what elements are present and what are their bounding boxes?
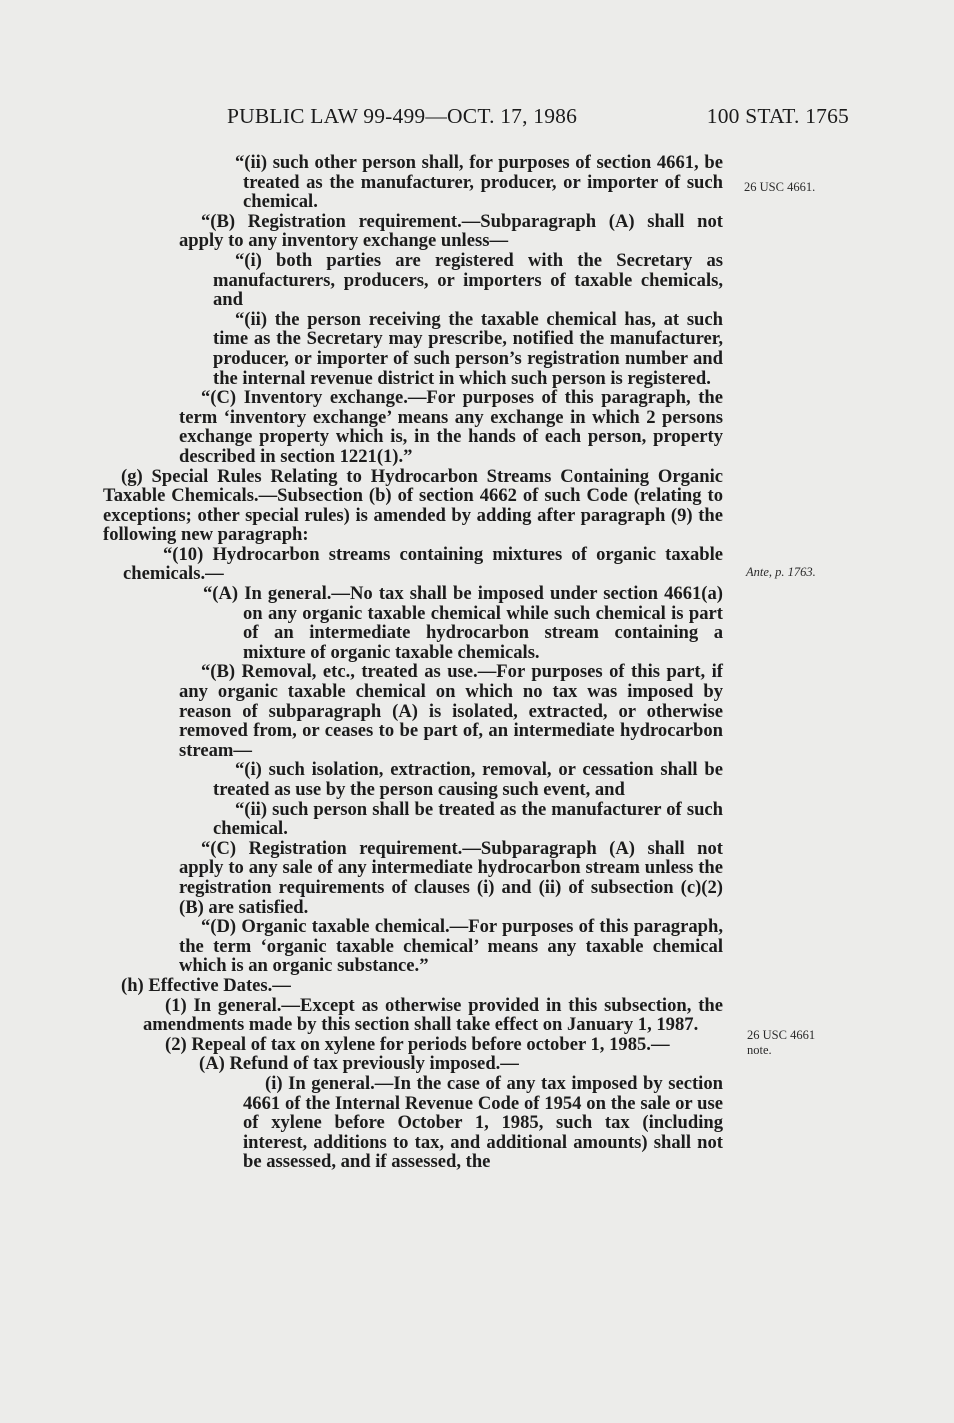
margin-note: 26 USC 4661 note. xyxy=(747,1028,816,1057)
paragraph: “(B) Removal, etc., treated as use.—For purposes of this part, if any organic taxable chemical on which no tax was imposed by reason of subparagraph (A) is isolated, extracted, or otherwise removed from, or ceases to be part of, an intermediate hydrocarbon stream— xyxy=(179,661,723,761)
document-body xyxy=(103,153,723,1172)
paragraph: “(C) Registration requirement.—Subparagraph (A) shall not apply to any sale of any intermediate hydrocarbon stream unless the registration requirements of clauses (i) and (ii) of subsection (c)(2)(B) are satisfied. xyxy=(179,837,723,918)
paragraph: “(A) In general.—No tax shall be imposed under section 4661(a) on any organic taxable chemical while such chemical is part of an intermediate hydrocarbon stream containing a mixture of organic taxable chemicals. xyxy=(203,583,723,663)
header-stat-page: 100 STAT. 1765 xyxy=(706,104,849,128)
paragraph: “(ii) the person receiving the taxable chemical has, at such time as the Secretary may prescribe, notified the manufacturer, producer, or importer of such person’s registration number and the internal revenue district in which such person is registered. xyxy=(213,308,723,389)
paragraph: (A) Refund of tax previously imposed.— xyxy=(199,1053,519,1075)
paragraph: “(i) such isolation, extraction, removal, or cessation shall be treated as use by the person causing such event, and xyxy=(213,759,723,800)
paragraph: (2) Repeal of tax on xylene for periods before october 1, 1985.— xyxy=(165,1033,670,1055)
paragraph: (1) In general.—Except as otherwise provided in this subsection, the amendments made by this section shall take effect on January 1, 1987. xyxy=(143,994,723,1036)
margin-note-text: Ante, p. 1763. xyxy=(746,565,816,579)
paragraph: “(i) both parties are registered with the Secretary as manufacturers, producers, or importers of taxable chemicals, and xyxy=(213,249,723,311)
paragraph: (g) Special Rules Relating to Hydrocarbon Streams Containing Organic Taxable Chemicals.—Subsection (b) of section 4662 of such Code (relating to exceptions; other special rules) is amended by adding after paragraph (9) the following new paragraph: xyxy=(103,465,723,546)
paragraph: “(D) Organic taxable chemical.—For purposes of this paragraph, the term ‘organic taxable chemical’ means any taxable chemical which is an organic substance.” xyxy=(179,916,723,977)
paragraph: (i) In general.—In the case of any tax imposed by section 4661 of the Internal Revenue Code of 1954 on the sale or use of xylene before October 1, 1985, such tax (including interest, additions to tax, and additional amounts) shall not be assessed, and if assessed, the xyxy=(243,1072,723,1173)
paragraph: “(ii) such person shall be treated as the manufacturer of such chemical. xyxy=(213,798,723,840)
paragraph: “(ii) such other person shall, for purposes of section 4661, be treated as the manufacturer, producer, or importer of such chemical. xyxy=(235,152,723,213)
header-citation: PUBLIC LAW 99-499—OCT. 17, 1986 xyxy=(227,104,578,128)
paragraph: (h) Effective Dates.— xyxy=(121,974,291,996)
margin-note xyxy=(746,565,816,580)
paragraph: “(10) Hydrocarbon streams containing mixtures of organic taxable chemicals.— xyxy=(123,543,723,585)
margin-note: 26 USC 4661. xyxy=(744,180,816,194)
paragraph: “(C) Inventory exchange.—For purposes of this paragraph, the term ‘inventory exchange’ means any exchange in which 2 persons exchange property which is, in the hands of each person, property described in section 1221(1).” xyxy=(179,387,723,467)
paragraph: “(B) Registration requirement.—Subparagraph (A) shall not apply to any inventory exchange unless— xyxy=(179,210,723,252)
